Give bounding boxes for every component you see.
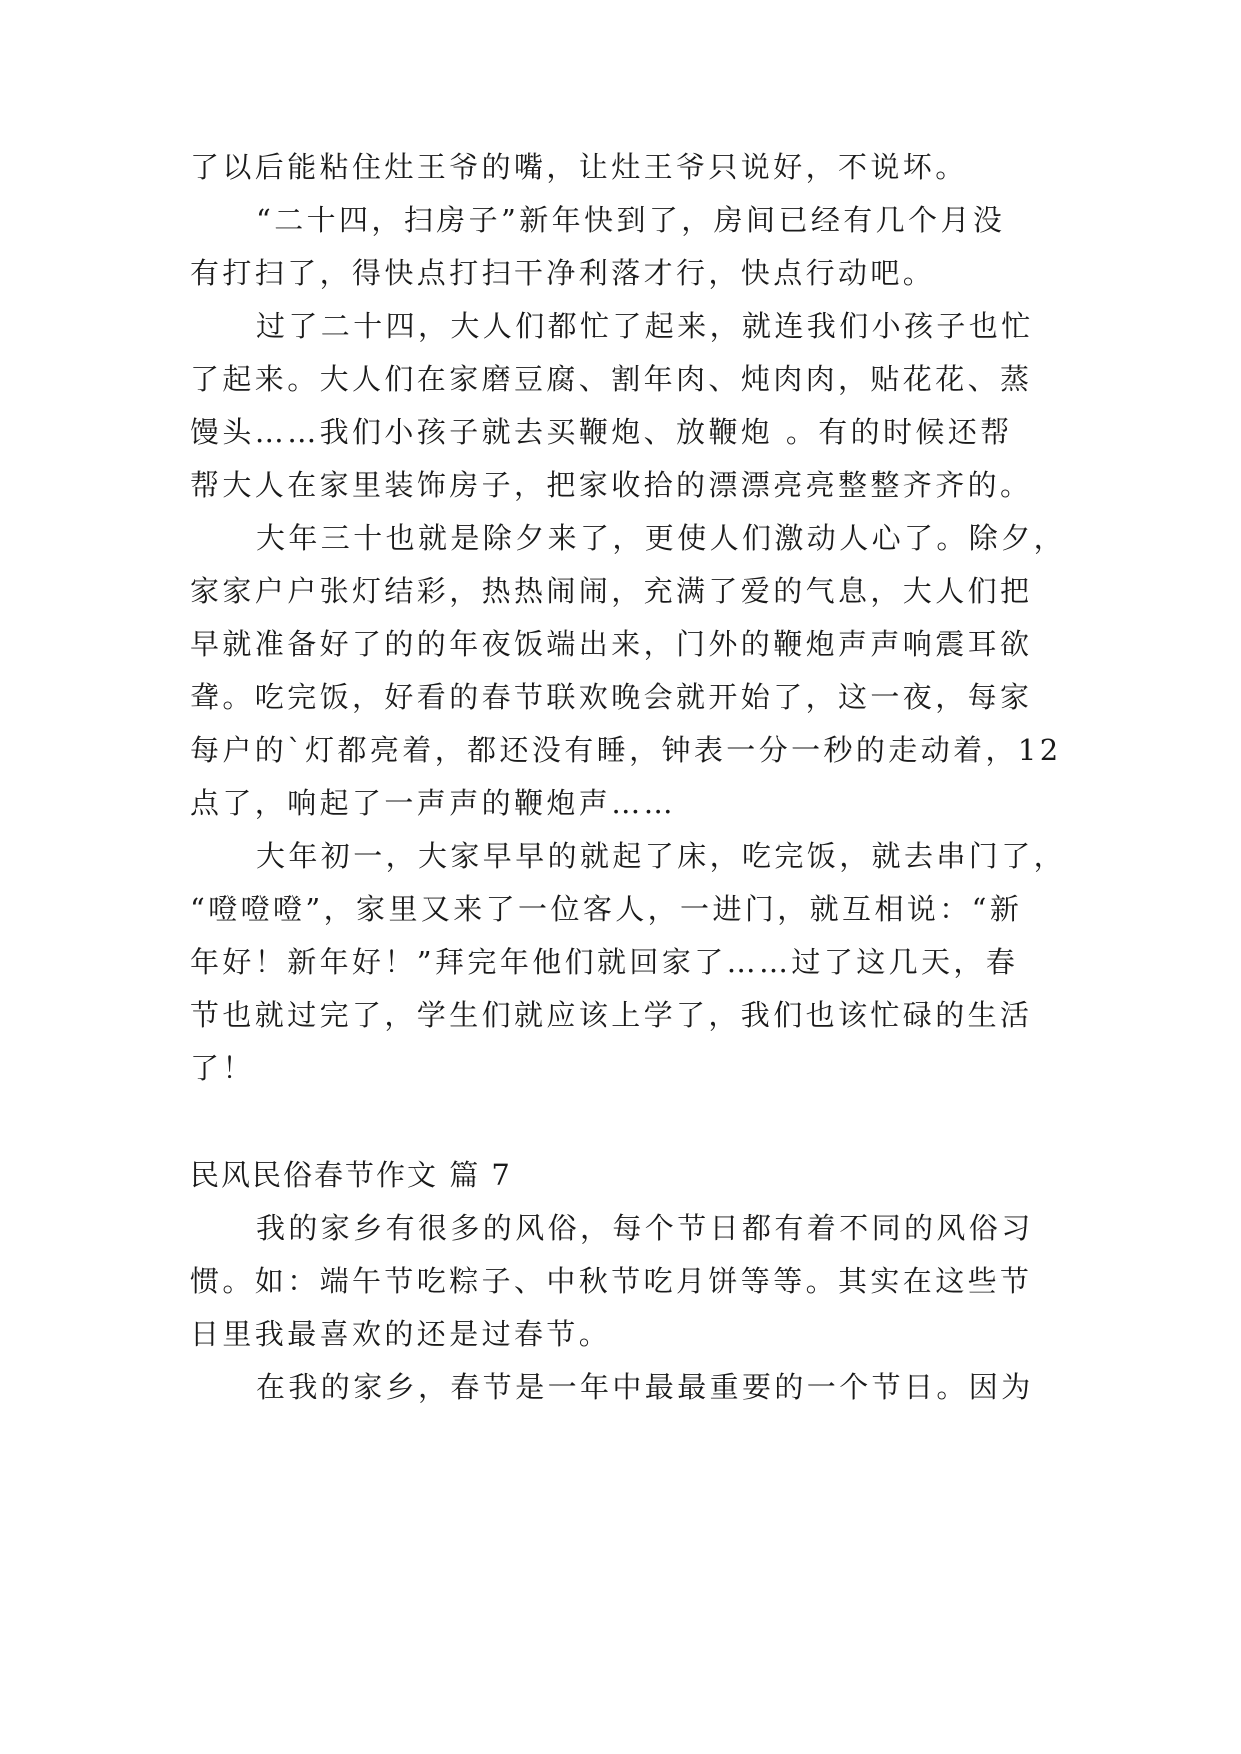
paragraph-line: 有打扫了，得快点打扫干净利落才行，快点行动吧。	[190, 256, 936, 290]
paragraph-line: 馒头……我们小孩子就去买鞭炮、放鞭炮 。有的时候还帮	[190, 415, 1013, 449]
paragraph-line: 年好！新年好！”拜完年他们就回家了……过了这几天，春	[190, 945, 1019, 979]
paragraph-line: “噔噔噔”，家里又来了一位客人，一进门，就互相说：“新	[190, 892, 1023, 926]
paragraph-line: 早就准备好了的的年夜饭端出来，门外的鞭炮声声响震耳欲	[190, 627, 1033, 661]
paragraph-line: 帮大人在家里装饰房子，把家收拾的漂漂亮亮整整齐齐的。	[190, 468, 1033, 502]
paragraph-line: 每户的`灯都亮着，都还没有睡，钟表一分一秒的走动着，12	[190, 733, 1062, 767]
paragraph-line: “二十四，扫房子”新年快到了，房间已经有几个月没	[256, 203, 1006, 237]
paragraph-line: 我的家乡有很多的风俗，每个节日都有着不同的风俗习	[256, 1211, 1034, 1245]
paragraph-line: 了！	[190, 1051, 255, 1085]
paragraph-line: 日里我最喜欢的还是过春节。	[190, 1317, 612, 1351]
paragraph-line: 聋。吃完饭，好看的春节联欢晚会就开始了，这一夜，每家	[190, 680, 1033, 714]
paragraph-line: 在我的家乡，春节是一年中最最重要的一个节日。因为	[256, 1370, 1034, 1404]
paragraph-line: 了以后能粘住灶王爷的嘴，让灶王爷只说好，不说坏。	[190, 150, 968, 184]
paragraph-line: 节也就过完了，学生们就应该上学了，我们也该忙碌的生活	[190, 998, 1033, 1032]
paragraph-line: 惯。如：端午节吃粽子、中秋节吃月饼等等。其实在这些节	[190, 1264, 1033, 1298]
section-heading: 民风民俗春节作文 篇 7	[190, 1158, 512, 1192]
paragraph-line: 了起来。大人们在家磨豆腐、割年肉、炖肉肉，贴花花、蒸	[190, 362, 1033, 396]
paragraph-line: 家家户户张灯结彩，热热闹闹，充满了爱的气息，大人们把	[190, 574, 1033, 608]
paragraph-line: 大年初一，大家早早的就起了床，吃完饭，就去串门了，	[256, 839, 1067, 873]
paragraph-line: 过了二十四，大人们都忙了起来，就连我们小孩子也忙	[256, 309, 1034, 343]
paragraph-line: 点了，响起了一声声的鞭炮声……	[190, 786, 677, 820]
paragraph-line: 大年三十也就是除夕来了，更使人们激动人心了。除夕，	[256, 521, 1067, 555]
